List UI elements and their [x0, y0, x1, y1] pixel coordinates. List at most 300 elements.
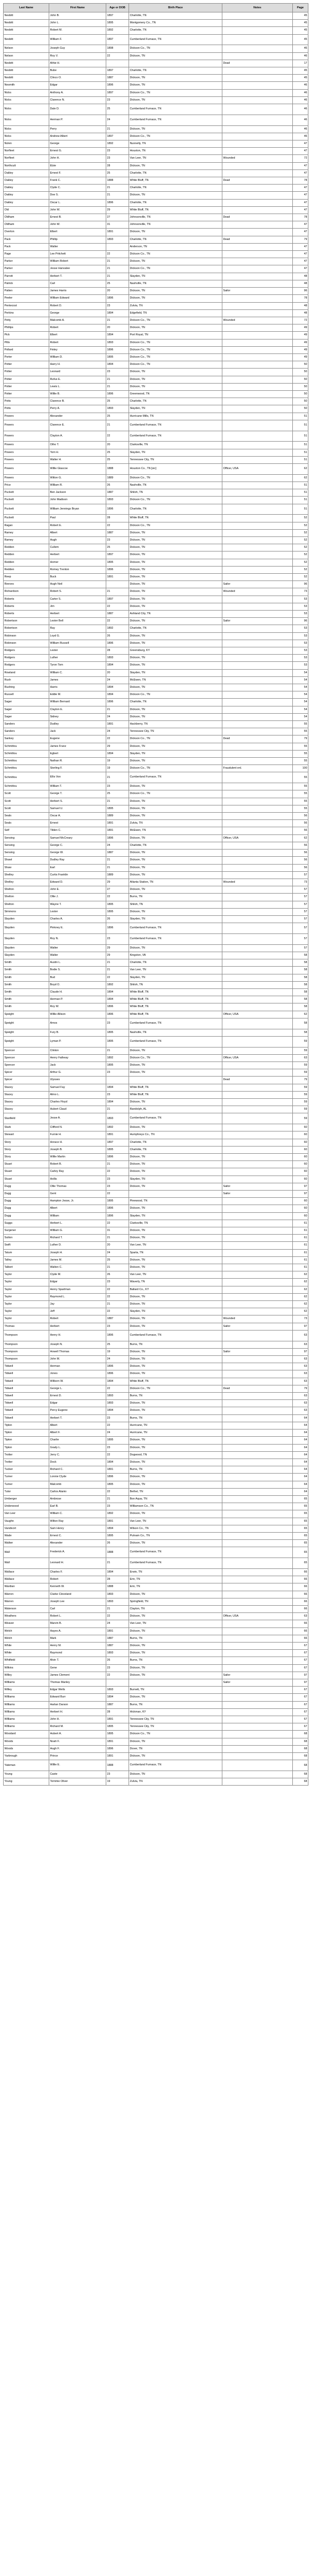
table-row: [4, 669, 308, 676]
age-dob-cell: 28: [106, 1576, 129, 1583]
last-name-cell: Woods: [4, 1745, 49, 1752]
table-row: [4, 1198, 308, 1205]
age-dob-cell: 20: [106, 442, 129, 449]
birth-place-cell: Tennessee City, TN: [129, 1716, 222, 1723]
last-name-cell: Tidwell: [4, 1363, 49, 1370]
first-name-cell: Thomas Manley: [49, 1679, 106, 1686]
notes-cell: [222, 1146, 293, 1153]
table-row: [4, 125, 308, 133]
last-name-cell: Shelley: [4, 871, 49, 879]
notes-cell: [222, 1205, 293, 1212]
notes-cell: [222, 1568, 293, 1576]
notes-cell: Sailor: [222, 1348, 293, 1355]
table-row: [4, 1385, 308, 1392]
age-dob-cell: 25: [106, 1256, 129, 1264]
notes-cell: [222, 353, 293, 361]
table-row: [4, 647, 308, 655]
last-name-cell: Phillips: [4, 324, 49, 332]
table-row: [4, 1098, 308, 1106]
last-name-cell: Stuart: [4, 1176, 49, 1183]
last-name-cell: Dugg: [4, 1205, 49, 1212]
page-cell: 51: [293, 482, 308, 489]
notes-cell: [222, 1701, 293, 1708]
birth-place-cell: Shiloh, TN: [129, 981, 222, 988]
first-name-cell: Percy Eugene: [49, 1407, 106, 1414]
birth-place-cell: Montgomery Co., TN: [129, 20, 222, 27]
birth-place-cell: Dickson, TN: [129, 1069, 222, 1077]
first-name-cell: William T.: [49, 783, 106, 790]
page-cell: 46: [293, 104, 308, 115]
last-name-cell: Stacey: [4, 1091, 49, 1098]
first-name-cell: Willie E.: [49, 1760, 106, 1771]
birth-place-cell: Erwin, TN: [129, 1568, 222, 1576]
age-dob-cell: 1894: [106, 1568, 129, 1576]
page-cell: 56: [293, 850, 308, 857]
notes-cell: [222, 1212, 293, 1220]
page-cell: 51: [293, 497, 308, 504]
notes-cell: [222, 376, 293, 383]
notes-cell: [222, 596, 293, 603]
birth-place-cell: Dickson, TN: [129, 908, 222, 915]
notes-cell: [222, 1168, 293, 1176]
page-cell: 47: [293, 169, 308, 177]
notes-cell: [222, 573, 293, 581]
birth-place-cell: Dickson, TN: [129, 1474, 222, 1481]
age-dob-cell: 29: [106, 944, 129, 952]
last-name-cell: Weathers: [4, 1613, 49, 1620]
notes-cell: [222, 871, 293, 879]
page-cell: 60: [293, 1212, 308, 1220]
first-name-cell: Harlan Darson: [49, 1701, 106, 1708]
page-cell: 60: [293, 1153, 308, 1160]
page-cell: 53: [293, 596, 308, 603]
first-name-cell: Ernest G.: [49, 148, 106, 155]
first-name-cell: James Clement: [49, 1672, 106, 1679]
birth-place-cell: Anderson, TN: [129, 243, 222, 250]
birth-place-cell: Dickson, TN: [129, 1363, 222, 1370]
table-row: [4, 1716, 308, 1723]
notes-cell: [222, 820, 293, 827]
page-cell: 60: [293, 1176, 308, 1183]
last-name-cell: Oakley: [4, 185, 49, 192]
birth-place-cell: Burnett, TN: [129, 1687, 222, 1694]
last-name-cell: Potter: [4, 369, 49, 376]
age-dob-cell: 23: [106, 148, 129, 155]
first-name-cell: George T.: [49, 790, 106, 798]
table-row: [4, 1657, 308, 1664]
first-name-cell: Marvin B.: [49, 1620, 106, 1627]
page-cell: 47: [293, 265, 308, 273]
notes-cell: [222, 857, 293, 864]
first-name-cell: Alexander: [49, 1540, 106, 1547]
last-name-cell: Norfleet: [4, 148, 49, 155]
last-name-cell: Stanfield: [4, 1113, 49, 1124]
last-name-cell: Scott: [4, 798, 49, 805]
table-row: [4, 398, 308, 405]
age-dob-cell: 1892: [106, 1124, 129, 1131]
table-row: [4, 1235, 308, 1242]
page-cell: 54: [293, 684, 308, 691]
table-row: [4, 603, 308, 610]
page-cell: 46: [293, 133, 308, 140]
age-dob-cell: 29: [106, 952, 129, 959]
table-row: [4, 1256, 308, 1264]
page-cell: 65: [293, 1525, 308, 1532]
last-name-cell: Talbert: [4, 1264, 49, 1271]
birth-place-cell: Zulvia, TN: [129, 302, 222, 309]
table-row: [4, 1212, 308, 1220]
birth-place-cell: Dickson, TN: [129, 1183, 222, 1190]
notes-cell: [222, 482, 293, 489]
first-name-cell: Nathan R.: [49, 758, 106, 765]
notes-cell: [222, 1738, 293, 1745]
birth-place-cell: Humphreys Co., TN: [129, 1131, 222, 1139]
last-name-cell: Welch: [4, 1627, 49, 1635]
notes-cell: [222, 369, 293, 376]
table-row: [4, 713, 308, 720]
first-name-cell: Ollie Thomas: [49, 1183, 106, 1190]
table-row: [4, 1242, 308, 1249]
first-name-cell: Joseph H.: [49, 1249, 106, 1256]
last-name-cell: Old: [4, 206, 49, 214]
table-row: [4, 34, 308, 45]
birth-place-cell: Erin, TN: [129, 1583, 222, 1591]
age-dob-cell: 1894: [106, 684, 129, 691]
first-name-cell: John H.: [49, 1716, 106, 1723]
notes-cell: [222, 647, 293, 655]
last-name-cell: Ragan: [4, 522, 49, 529]
notes-cell: Sailor: [222, 1672, 293, 1679]
notes-cell: [222, 1400, 293, 1407]
notes-cell: [222, 504, 293, 515]
page-cell: 49: [293, 339, 308, 346]
age-dob-cell: 21: [106, 420, 129, 431]
table-row: [4, 431, 308, 442]
age-dob-cell: 1896: [106, 1011, 129, 1018]
last-name-cell: Nicks: [4, 89, 49, 96]
first-name-cell: William G.: [49, 1227, 106, 1235]
notes-cell: [222, 1161, 293, 1168]
last-name-cell: Slayden: [4, 915, 49, 923]
age-dob-cell: 31: [106, 221, 129, 229]
first-name-cell: George C.: [49, 842, 106, 849]
last-name-cell: Dugg: [4, 1212, 49, 1220]
notes-cell: [222, 1627, 293, 1635]
birth-place-cell: Charlotte, TN: [129, 1139, 222, 1146]
first-name-cell: Herbert: [49, 551, 106, 559]
notes-cell: [222, 431, 293, 442]
page-cell: 73: [293, 879, 308, 886]
birth-place-cell: Ashland City, TN: [129, 611, 222, 618]
birth-place-cell: Slayden, TN: [129, 1212, 222, 1220]
birth-place-cell: Dickson, TN: [129, 662, 222, 669]
birth-place-cell: Dickson Co., TN: [129, 1054, 222, 1061]
birth-place-cell: Bon Aqua, TN: [129, 1495, 222, 1503]
birth-place-cell: Williamson Co., TN: [129, 1503, 222, 1510]
table-row: [4, 1679, 308, 1686]
first-name-cell: Clyde M.: [49, 1271, 106, 1279]
last-name-cell: Whitfield: [4, 1657, 49, 1664]
page-cell: 68: [293, 1753, 308, 1760]
birth-place-cell: Dickson Co., TN: [129, 497, 222, 504]
age-dob-cell: [106, 1679, 129, 1686]
age-dob-cell: 1896: [106, 1330, 129, 1341]
age-dob-cell: 1891: [106, 573, 129, 581]
first-name-cell: Ernest F.: [49, 169, 106, 177]
last-name-cell: Shelton: [4, 894, 49, 901]
table-row: [4, 1279, 308, 1286]
page-cell: 68: [293, 1771, 308, 1778]
table-row: [4, 662, 308, 669]
notes-cell: [222, 169, 293, 177]
page-cell: 67: [293, 1708, 308, 1716]
age-dob-cell: 23: [106, 302, 129, 309]
age-dob-cell: 1891: [106, 1627, 129, 1635]
table-row: [4, 1264, 308, 1271]
page-cell: 63: [293, 1613, 308, 1620]
table-row: [4, 1168, 308, 1176]
table-row: [4, 60, 308, 67]
table-row: [4, 655, 308, 662]
birth-place-cell: Dickson, TN: [129, 1047, 222, 1054]
table-row: [4, 1474, 308, 1481]
table-row: [4, 339, 308, 346]
first-name-cell: Carlos Alanio: [49, 1488, 106, 1495]
age-dob-cell: 23: [106, 1018, 129, 1029]
first-name-cell: Cullem: [49, 544, 106, 551]
first-name-cell: Hubert Claud: [49, 1106, 106, 1113]
table-row: [4, 1708, 308, 1716]
page-cell: 48: [293, 273, 308, 280]
birth-place-cell: Dickson Co., TN: [129, 1731, 222, 1738]
page-cell: 96: [293, 618, 308, 625]
table-row: [4, 632, 308, 640]
notes-cell: [222, 536, 293, 544]
page-cell: 48: [293, 309, 308, 317]
birth-place-cell: Dickson, TN: [129, 1168, 222, 1176]
page-cell: 58: [293, 974, 308, 981]
age-dob-cell: 25: [106, 398, 129, 405]
last-name-cell: Schmittou: [4, 783, 49, 790]
birth-place-cell: [129, 60, 222, 67]
table-row: [4, 522, 308, 529]
last-name-cell: White: [4, 1650, 49, 1657]
notes-cell: Fraudulent enl.: [222, 765, 293, 772]
age-dob-cell: 21: [106, 772, 129, 783]
page-cell: 51: [293, 420, 308, 431]
table-row: [4, 474, 308, 482]
birth-place-cell: Dickson, TN: [129, 529, 222, 536]
first-name-cell: Carl: [49, 280, 106, 287]
last-name-cell: Tidwell: [4, 1393, 49, 1400]
first-name-cell: Jim: [49, 603, 106, 610]
table-row: [4, 442, 308, 449]
table-row: [4, 185, 308, 192]
table-row: [4, 735, 308, 743]
last-name-cell: Shelley: [4, 879, 49, 886]
birth-place-cell: Charlotte, TN: [129, 504, 222, 515]
age-dob-cell: 21: [106, 798, 129, 805]
age-dob-cell: 1892: [106, 140, 129, 148]
notes-cell: [222, 974, 293, 981]
last-name-cell: Potter: [4, 383, 49, 390]
table-row: [4, 1271, 308, 1279]
first-name-cell: Doe S.: [49, 192, 106, 199]
table-row: [4, 857, 308, 864]
last-name-cell: Speight: [4, 1018, 49, 1029]
last-name-cell: Nelson: [4, 52, 49, 60]
birth-place-cell: Dickson, TN: [129, 559, 222, 566]
first-name-cell: Henry M.: [49, 1642, 106, 1649]
table-row: [4, 515, 308, 522]
last-name-cell: Price: [4, 482, 49, 489]
age-dob-cell: 1887: [106, 529, 129, 536]
page-cell: 56: [293, 827, 308, 834]
age-dob-cell: 23: [106, 1279, 129, 1286]
first-name-cell: Joseph B.: [49, 1146, 106, 1153]
birth-place-cell: Slayden, TN: [129, 273, 222, 280]
last-name-cell: Redden: [4, 559, 49, 566]
table-row: [4, 1605, 308, 1612]
birth-place-cell: [129, 1077, 222, 1084]
page-cell: 97: [293, 1672, 308, 1679]
notes-cell: [222, 632, 293, 640]
notes-cell: [222, 758, 293, 765]
notes-cell: [222, 1153, 293, 1160]
age-dob-cell: 1893: [106, 497, 129, 504]
first-name-cell: Romey Trenton: [49, 566, 106, 573]
last-name-cell: Powers: [4, 474, 49, 482]
last-name-cell: Rush: [4, 676, 49, 684]
birth-place-cell: Charlotte, TN: [129, 67, 222, 75]
first-name-cell: Wilton Ray: [49, 1518, 106, 1525]
first-name-cell: Joseph Guy: [49, 45, 106, 52]
age-dob-cell: 22: [106, 1451, 129, 1459]
notes-cell: [222, 67, 293, 75]
first-name-cell: Harry H.: [49, 361, 106, 369]
age-dob-cell: 19: [106, 765, 129, 772]
age-dob-cell: 1894: [106, 1407, 129, 1414]
age-dob-cell: 1893: [106, 1591, 129, 1598]
birth-place-cell: Dickson, TN: [129, 1061, 222, 1069]
first-name-cell: Herbert L.: [49, 1220, 106, 1227]
last-name-cell: Tutor: [4, 1488, 49, 1495]
page-cell: 62: [293, 474, 308, 482]
page-cell: 79: [293, 1077, 308, 1084]
page-cell: 72: [293, 155, 308, 162]
age-dob-cell: 23: [106, 1069, 129, 1077]
first-name-cell: Elbert: [49, 332, 106, 339]
last-name-cell: Thompson: [4, 1330, 49, 1341]
table-row: [4, 529, 308, 536]
age-dob-cell: 23: [106, 1323, 129, 1330]
age-dob-cell: 1895: [106, 1723, 129, 1731]
table-row: [4, 504, 308, 515]
notes-cell: [222, 1235, 293, 1242]
birth-place-cell: Clayton, TN: [129, 1605, 222, 1612]
birth-place-cell: Dickson, TN: [129, 162, 222, 169]
age-dob-cell: 1896: [106, 1205, 129, 1212]
table-row: [4, 1760, 308, 1771]
first-name-cell: Clifford N.: [49, 1124, 106, 1131]
page-cell: 68: [293, 1738, 308, 1745]
first-name-cell: Perry A.: [49, 405, 106, 413]
last-name-cell: Spicer: [4, 1069, 49, 1077]
page-cell: 57: [293, 871, 308, 879]
first-name-cell: Herbert T.: [49, 273, 106, 280]
page-cell: 67: [293, 1687, 308, 1694]
table-row: [4, 1701, 308, 1708]
notes-cell: [222, 206, 293, 214]
last-name-cell: Williams: [4, 1708, 49, 1716]
first-name-cell: Sidney: [49, 713, 106, 720]
birth-place-cell: Dickson, TN: [129, 1642, 222, 1649]
first-name-cell: Clinton: [49, 1047, 106, 1054]
table-row: [4, 706, 308, 713]
page-cell: 65: [293, 1495, 308, 1503]
notes-cell: [222, 34, 293, 45]
page-cell: 46: [293, 52, 308, 60]
age-dob-cell: 1894: [106, 750, 129, 757]
table-row: [4, 864, 308, 871]
page-cell: 68: [293, 1760, 308, 1771]
first-name-cell: Claude H.: [49, 988, 106, 996]
first-name-cell: Charlie: [49, 1437, 106, 1444]
last-name-cell: Potts: [4, 405, 49, 413]
birth-place-cell: Charlotte, TN: [129, 842, 222, 849]
table-row: [4, 236, 308, 243]
first-name-cell: Earl: [49, 864, 106, 871]
age-dob-cell: 21: [106, 857, 129, 864]
notes-cell: [222, 302, 293, 309]
age-dob-cell: 28: [106, 1708, 129, 1716]
page-cell: 78: [293, 177, 308, 185]
table-row: [4, 1029, 308, 1036]
birth-place-cell: Dogwood, TN: [129, 1451, 222, 1459]
col-header-notes: Notes: [222, 4, 293, 12]
last-name-cell: Peeler: [4, 295, 49, 302]
last-name-cell: Story: [4, 1139, 49, 1146]
first-name-cell: Bud: [49, 974, 106, 981]
first-name-cell: Harris: [49, 684, 106, 691]
notes-cell: Officer, USA: [222, 1613, 293, 1620]
first-name-cell: Jack: [49, 1061, 106, 1069]
birth-place-cell: White Bluff, TN: [129, 177, 222, 185]
last-name-cell: Tidwell: [4, 1400, 49, 1407]
age-dob-cell: 1893: [106, 1650, 129, 1657]
age-dob-cell: 1893: [106, 1598, 129, 1605]
birth-place-cell: McEwen, TN: [129, 676, 222, 684]
first-name-cell: Ellis Von: [49, 772, 106, 783]
notes-cell: [222, 133, 293, 140]
page-cell: 52: [293, 544, 308, 551]
first-name-cell: Robert: [49, 1315, 106, 1323]
last-name-cell: Stark: [4, 1124, 49, 1131]
notes-cell: [222, 1393, 293, 1400]
table-row: [4, 728, 308, 735]
age-dob-cell: 1895: [106, 1532, 129, 1539]
last-name-cell: Reep: [4, 573, 49, 581]
notes-cell: [222, 52, 293, 60]
last-name-cell: Thomas: [4, 1323, 49, 1330]
first-name-cell: Tom H.: [49, 449, 106, 456]
age-dob-cell: 23: [106, 536, 129, 544]
notes-cell: [222, 923, 293, 934]
page-cell: 65: [293, 1532, 308, 1539]
notes-cell: Officer, USA: [222, 1054, 293, 1061]
page-cell: 47: [293, 162, 308, 169]
page-cell: 62: [293, 1293, 308, 1300]
